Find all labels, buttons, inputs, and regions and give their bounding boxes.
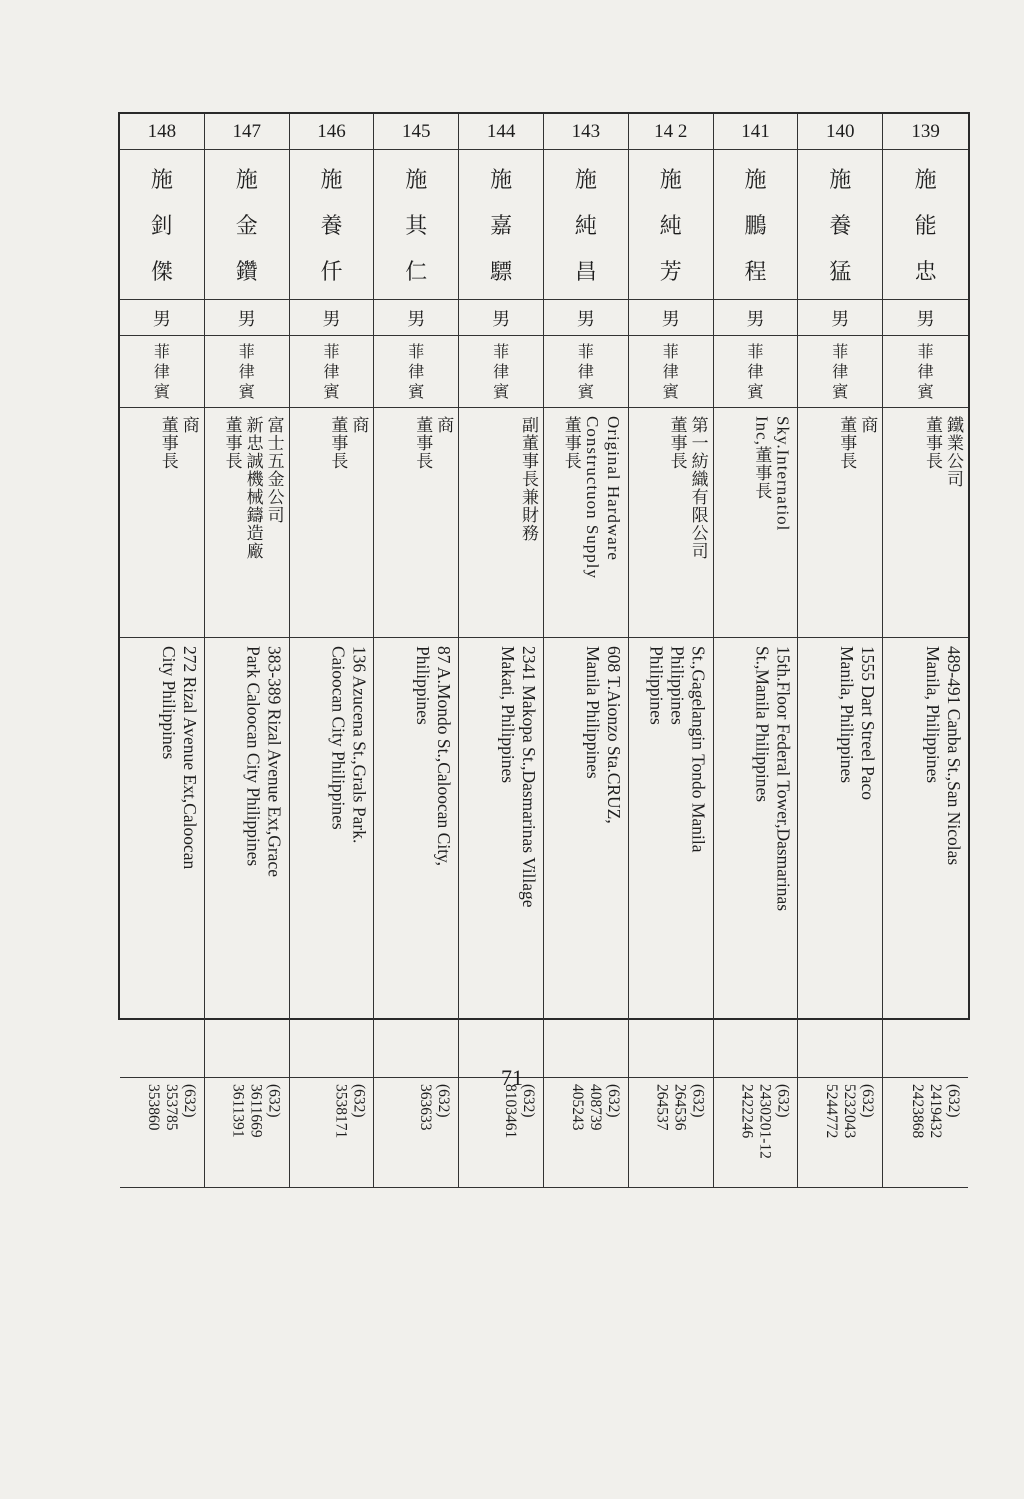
page-number: 71 [501, 1065, 523, 1090]
name-character: 施 [744, 168, 767, 194]
nationality-character: 菲 [662, 341, 679, 361]
name-character: 養 [320, 213, 343, 239]
address: 608 T.Aionzo Sta.CRUZ, Manila Philippines [582, 646, 624, 824]
person-name [883, 150, 968, 300]
name-character: 施 [914, 168, 937, 194]
telephone-cell [459, 1078, 544, 1188]
name-character: 純 [574, 213, 597, 239]
address-cell [374, 638, 459, 1078]
telephone-primary: (632) 5232043 5244772 [823, 1084, 877, 1139]
nationality [205, 336, 290, 408]
address: 15th.Floor Federal Tower,Dasmarinas St.,Manila Philippines [752, 646, 794, 912]
record-number: 148 [120, 114, 205, 150]
sex: 男 [629, 300, 714, 336]
nationality-character: 律 [153, 361, 170, 381]
name-character: 芳 [659, 259, 682, 285]
telephone-primary: (632) 2430201-12 2422246 [738, 1084, 792, 1159]
sex: 男 [120, 300, 205, 336]
company-title: 鐵業公司 董事長 [923, 416, 963, 488]
sex: 男 [883, 300, 968, 336]
telephone-cell [629, 1078, 714, 1188]
name-character: 施 [320, 168, 343, 194]
company-title: 商 董事長 [328, 416, 369, 470]
nationality-character: 賓 [662, 381, 679, 401]
telephone-cell [714, 1078, 799, 1188]
address-cell [544, 638, 629, 1078]
company-cell [459, 408, 544, 638]
sex: 男 [374, 300, 459, 336]
telephone-cell [798, 1078, 883, 1188]
person-name [459, 150, 544, 300]
nationality-character: 菲 [153, 341, 170, 361]
telephone-primary: (632) 8103461 [502, 1084, 537, 1139]
record-number: 14 2 [629, 114, 714, 150]
person-name [205, 150, 290, 300]
name-character: 其 [405, 213, 428, 239]
nationality-character: 賓 [832, 381, 849, 401]
person-name [120, 150, 205, 300]
telephone-cell [544, 1078, 629, 1188]
name-character: 鑽 [235, 259, 258, 285]
company-cell [798, 408, 883, 638]
company-title: 商 董事長 [837, 416, 878, 470]
nationality [798, 336, 883, 408]
nationality [883, 336, 968, 408]
nationality-character: 菲 [493, 341, 510, 361]
nationality [544, 336, 629, 408]
name-character: 純 [659, 213, 682, 239]
sex: 男 [290, 300, 375, 336]
nationality-character: 賓 [408, 381, 425, 401]
nationality [714, 336, 799, 408]
name-character: 施 [235, 168, 258, 194]
nationality-character: 律 [747, 361, 764, 381]
nationality [290, 336, 375, 408]
address-cell [120, 638, 205, 1078]
telephone-primary: (632) 264536 264537 [653, 1084, 707, 1131]
telephone-primary: (632) 3538171 [332, 1084, 368, 1139]
address-cell [798, 638, 883, 1078]
name-character: 養 [829, 213, 852, 239]
telephone-cell [290, 1078, 375, 1188]
nationality-character: 賓 [153, 381, 170, 401]
address: 383-389 Rizal Avenue Ext,Grace Park Caloocan City Philippines [243, 646, 285, 877]
name-character: 仟 [320, 259, 343, 285]
nationality-character: 律 [832, 361, 849, 381]
name-character: 忠 [914, 259, 937, 285]
sex: 男 [459, 300, 544, 336]
nationality [459, 336, 544, 408]
person-name [798, 150, 883, 300]
address-cell [883, 638, 968, 1078]
record-number: 141 [714, 114, 799, 150]
record-number: 147 [205, 114, 290, 150]
record-number: 139 [883, 114, 968, 150]
nationality-character: 菲 [832, 341, 849, 361]
name-character: 傑 [150, 259, 173, 285]
name-character: 昌 [574, 259, 597, 285]
person-name [374, 150, 459, 300]
name-character: 驃 [490, 259, 513, 285]
nationality [120, 336, 205, 408]
telephone-primary: (632) 408739 405243 [568, 1084, 622, 1131]
address: 87 A.Mondo St.,Caloocan City, Philippines [413, 646, 455, 867]
name-character: 釗 [150, 213, 173, 239]
address-cell [459, 638, 544, 1078]
nationality-character: 賓 [917, 381, 934, 401]
name-character: 施 [490, 168, 513, 194]
address-cell [629, 638, 714, 1078]
nationality-character: 律 [408, 361, 425, 381]
name-character: 能 [914, 213, 937, 239]
company-title: 副董事長兼財務 [519, 416, 538, 542]
name-character: 猛 [829, 259, 852, 285]
member-table [118, 112, 970, 1159]
nationality [629, 336, 714, 408]
address: 489-491 Canba St.,San Nicolas Manila, Philippines [923, 646, 964, 866]
sex: 男 [798, 300, 883, 336]
sex: 男 [714, 300, 799, 336]
nationality-character: 律 [577, 361, 594, 381]
name-character: 嘉 [490, 213, 513, 239]
record-number: 144 [459, 114, 544, 150]
nationality-character: 賓 [238, 381, 255, 401]
company-title: 富士五金公司 新忠誠機械鑄造廠 董事長 [222, 416, 284, 560]
person-name [544, 150, 629, 300]
telephone-cell [120, 1078, 205, 1188]
nationality-character: 賓 [577, 381, 594, 401]
nationality-character: 律 [238, 361, 255, 381]
company-title: 商 董事長 [413, 416, 454, 470]
name-character: 施 [659, 168, 682, 194]
telephone-primary: (632) 2419432 2423868 [909, 1084, 962, 1139]
telephone-cell [205, 1078, 290, 1188]
nationality-character: 菲 [238, 341, 255, 361]
nationality-character: 菲 [577, 341, 594, 361]
company-cell [883, 408, 968, 638]
record-number: 140 [798, 114, 883, 150]
company-cell [714, 408, 799, 638]
nationality-character: 菲 [408, 341, 425, 361]
company-cell [374, 408, 459, 638]
telephone-cell [883, 1078, 968, 1188]
company-cell [290, 408, 375, 638]
record-number: 146 [290, 114, 375, 150]
name-character: 施 [150, 168, 173, 194]
name-character: 施 [405, 168, 428, 194]
sex: 男 [544, 300, 629, 336]
address: 2341 Makopa St.,Dasmarinas Village Makati, Philippines [498, 646, 539, 908]
telephone-primary: (632) 353785 353860 [144, 1084, 198, 1131]
address: 136 Azucena St.,Grals Park. Caioocan City Philippines [328, 646, 370, 844]
address-cell [714, 638, 799, 1078]
person-name [290, 150, 375, 300]
nationality-character: 律 [323, 361, 340, 381]
address-cell [290, 638, 375, 1078]
telephone-cell [374, 1078, 459, 1188]
company-cell [544, 408, 629, 638]
record-number: 145 [374, 114, 459, 150]
nationality-character: 賓 [747, 381, 764, 401]
address: 272 Rizal Avenue Ext,Caloocan City Philippines [158, 646, 200, 870]
telephone-primary: (632) 363633 [417, 1084, 453, 1131]
name-character: 施 [829, 168, 852, 194]
nationality-character: 律 [493, 361, 510, 381]
company-cell [205, 408, 290, 638]
nationality-character: 律 [917, 361, 934, 381]
nationality-character: 賓 [493, 381, 510, 401]
nationality-character: 菲 [323, 341, 340, 361]
name-character: 鵬 [744, 213, 767, 239]
name-character: 程 [744, 259, 767, 285]
person-name [714, 150, 799, 300]
company-title: 第一紡織有限公司 董事長 [667, 416, 708, 560]
nationality-character: 律 [662, 361, 679, 381]
address-cell [205, 638, 290, 1078]
address: St.,Gagelangin Tondo Manila Philippines Philippines [646, 646, 709, 853]
nationality-character: 菲 [917, 341, 934, 361]
sex: 男 [205, 300, 290, 336]
telephone-primary: (632) 3611669 3611391 [229, 1084, 283, 1138]
company-cell [629, 408, 714, 638]
nationality-character: 菲 [747, 341, 764, 361]
nationality [374, 336, 459, 408]
company-title: Sky.Internatiol Inc,董事長 [752, 416, 793, 532]
nationality-character: 賓 [323, 381, 340, 401]
record-number: 143 [544, 114, 629, 150]
person-name [629, 150, 714, 300]
address: 1555 Dart Streel Paco Manila, Philippines [837, 646, 879, 801]
name-character: 施 [574, 168, 597, 194]
company-title: 商 董事長 [158, 416, 199, 470]
company-cell [120, 408, 205, 638]
name-character: 仁 [405, 259, 428, 285]
company-title: Original Hardware Constructuon Supply 董事長 [561, 416, 623, 580]
name-character: 金 [235, 213, 258, 239]
